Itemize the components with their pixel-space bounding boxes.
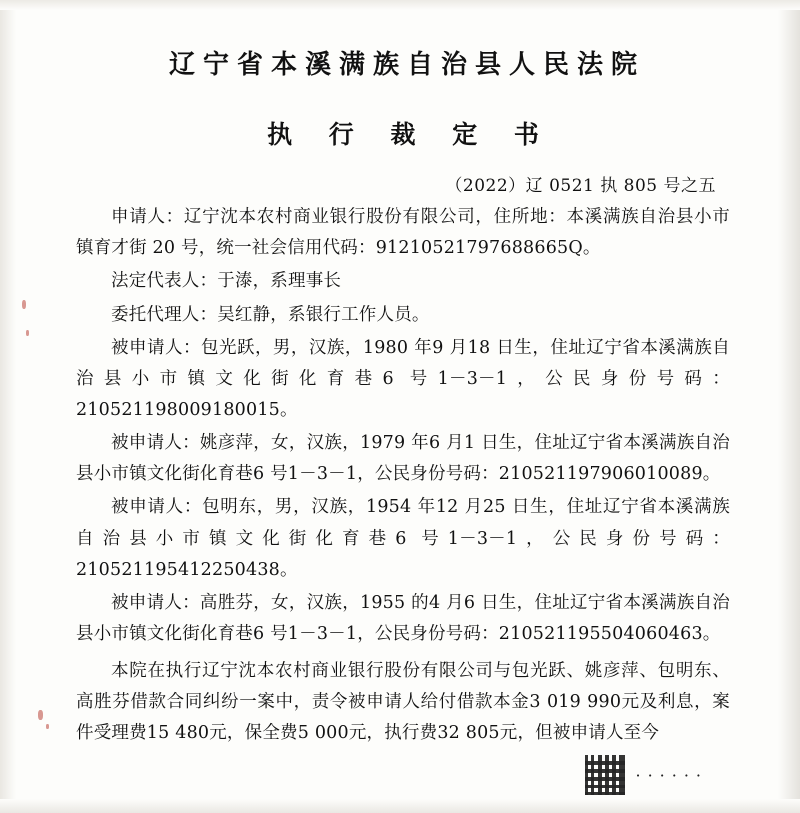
document-title: 执 行 裁 定 书 <box>267 120 553 150</box>
paragraph-case-body: 本院在执行辽宁沈本农村商业银行股份有限公司与包光跃、姚彦萍、包明东、高胜芬借款合同纠纷一案中，责令被申请人给付借款本金3 019 990元及利息，案件受理费15 480元，保全费5 000元，执行费32 805元，但被申请人至今 <box>76 661 730 744</box>
qr-code-icon <box>585 755 625 795</box>
paragraph-respondent-2: 被申请人：姚彦萍，女，汉族，1979 年6 月1 日生，住址辽宁省本溪满族自治县小市镇文化街化育巷6 号1－3－1，公民身份号码：210521197906010089。 <box>76 433 730 485</box>
paragraph-respondent-1: 被申请人：包光跃，男，汉族，1980 年9 月18 日生，住址辽宁省本溪满族自治县小市镇文化街化育巷6 号1－3－1，公民身份号码：210521198009180015。 <box>76 337 730 421</box>
paragraph-legal-representative: 法定代表人：于溙，系理事长 <box>111 271 342 292</box>
court-title: 辽宁省本溪满族自治县人民法院 <box>168 50 645 80</box>
paragraph-respondent-4: 被申请人：高胜芬，女，汉族，1955 的4 月6 日生，住址辽宁省本溪满族自治县小市镇文化街化育巷6 号1－3－1，公民身份号码：210521195504060463。 <box>76 592 730 645</box>
case-number: （2022）辽 0521 执 805 号之五 <box>445 176 716 197</box>
paragraph-respondent-3: 被申请人：包明东，男，汉族，1954 年12 月25 日生，住址辽宁省本溪满族自治县小市镇文化街化育巷6 号1－3－1，公民身份号码：210521195412250438。 <box>76 497 730 580</box>
footer-dots: ······ <box>635 765 708 785</box>
scan-edge-bottom <box>0 799 800 813</box>
paragraph-applicant: 申请人：辽宁沈本农村商业银行股份有限公司，住所地：本溪满族自治县小市镇育才街 20 号，统一社会信用代码：91210521797688665Q。 <box>76 207 730 259</box>
paragraph-agent: 委托代理人：吴红静，系银行工作人员。 <box>111 304 430 325</box>
page-footer <box>0 755 800 795</box>
